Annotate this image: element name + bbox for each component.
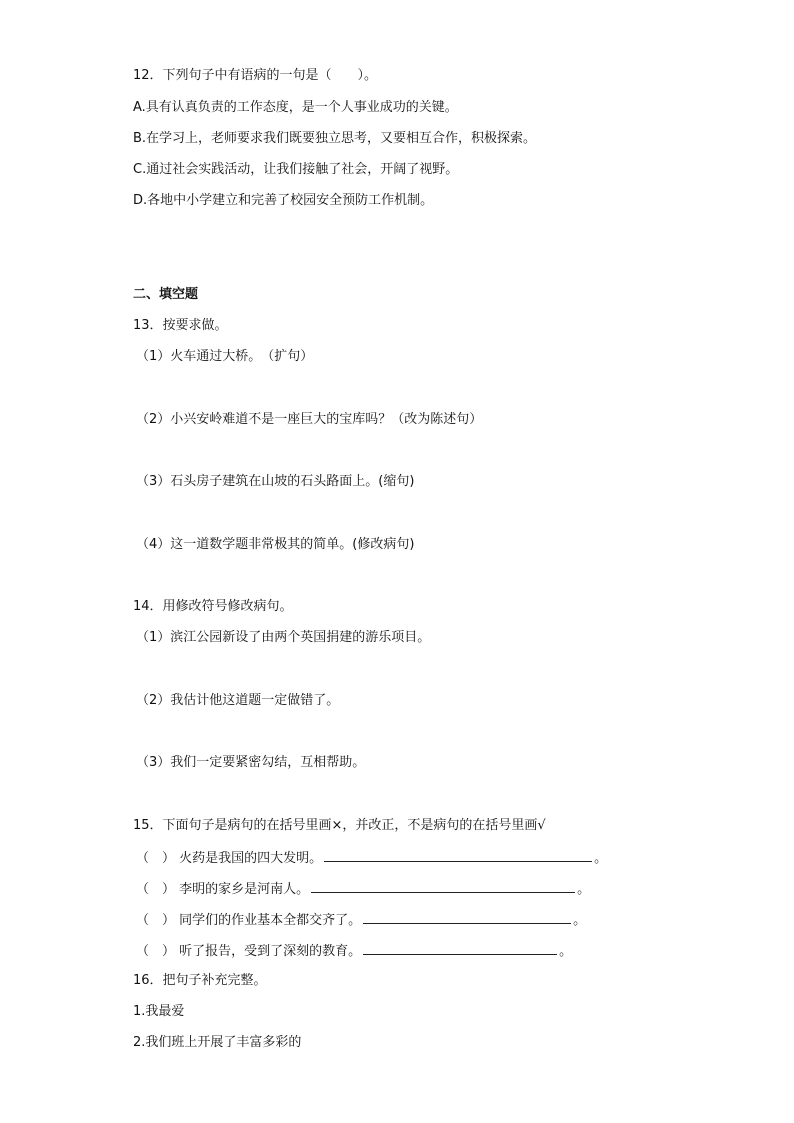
q13-stem: 13．按要求做。: [133, 318, 228, 333]
q13-item-4: （4）这一道数学题非常极其的简单。(修改病句): [136, 537, 415, 552]
answer-bracket[interactable]: （ ）: [136, 944, 176, 959]
q12-option-b: B.在学习上，老师要求我们既要独立思考，又要相互合作，积极探索。: [133, 131, 537, 146]
q12-option-c: C.通过社会实践活动，让我们接触了社会，开阔了视野。: [133, 162, 459, 177]
q16-stem: 16．把句子补充完整。: [133, 973, 267, 988]
q14-item-1: （1）滨江公园新设了由两个英国捐建的游乐项目。: [136, 630, 431, 645]
q15-row: [136, 880, 590, 898]
q14-item-2: （2）我估计他这道题一定做错了。: [136, 693, 340, 708]
sentence-text: 火药是我国的四大发明。: [179, 851, 323, 866]
answer-blank[interactable]: [324, 849, 592, 862]
q14-item-3: （3）我们一定要紧密勾结，互相帮助。: [136, 755, 366, 770]
answer-blank[interactable]: [363, 911, 571, 924]
q14-stem: 14．用修改符号修改病句。: [133, 599, 293, 614]
q13-item-2: （2）小兴安岭难道不是一座巨大的宝库吗？（改为陈述句）: [136, 412, 483, 427]
q13-item-3: （3）石头房子建筑在山坡的石头路面上。(缩句): [136, 474, 415, 489]
q16-item-1: 1.我最爱: [133, 1004, 185, 1019]
answer-bracket[interactable]: （ ）: [136, 851, 176, 866]
q13-item-1: （1）火车通过大桥。 （扩句）: [136, 349, 314, 364]
sentence-end: 。: [577, 882, 591, 897]
q12-option-d: D.各地中小学建立和完善了校园安全预防工作机制。: [133, 193, 434, 208]
answer-blank[interactable]: [363, 942, 557, 955]
answer-bracket[interactable]: （ ）: [136, 882, 176, 897]
sentence-end: 。: [573, 913, 587, 928]
sentence-end: 。: [594, 851, 608, 866]
answer-blank[interactable]: [311, 880, 575, 893]
sentence-text: 李明的家乡是河南人。: [179, 882, 310, 897]
q12-stem: 12．下列句子中有语病的一句是（ ）。: [133, 68, 378, 83]
sentence-text: 同学们的作业基本全都交齐了。: [179, 913, 362, 928]
q16-item-2: 2.我们班上开展了丰富多彩的: [133, 1035, 302, 1050]
q15-row: [136, 911, 586, 929]
answer-bracket[interactable]: （ ）: [136, 913, 176, 928]
q12-option-a: A.具有认真负责的工作态度，是一个人事业成功的关键。: [133, 100, 458, 115]
section-heading: 二、填空题: [133, 287, 199, 302]
q15-row: [136, 849, 607, 867]
q15-stem: 15．下面句子是病句的在括号里画×，并改正，不是病句的在括号里画√: [133, 818, 546, 833]
sentence-text: 听了报告，受到了深刻的教育。: [179, 944, 362, 959]
q15-row: [136, 942, 572, 960]
sentence-end: 。: [559, 944, 573, 959]
